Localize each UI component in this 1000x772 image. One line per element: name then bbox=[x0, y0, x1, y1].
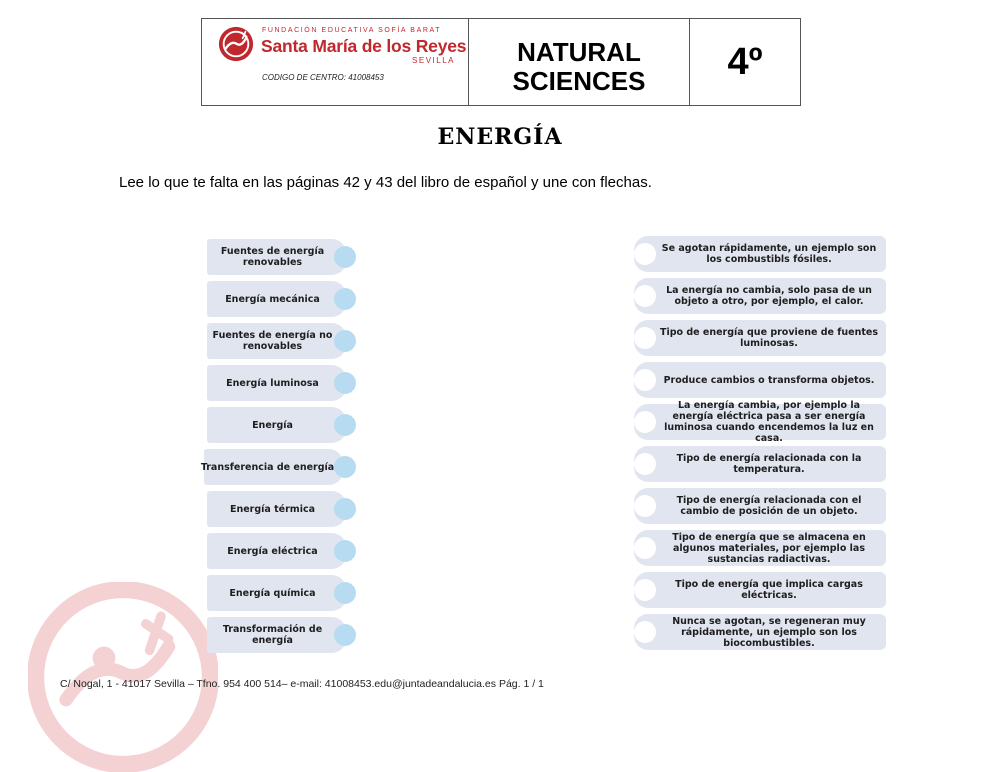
grade-label: 4º bbox=[727, 40, 763, 83]
connector-dot[interactable] bbox=[334, 540, 356, 562]
left-item[interactable]: Energía mecánica bbox=[207, 281, 346, 317]
foundation-text: FUNDACIÓN EDUCATIVA SOFÍA BARAT bbox=[262, 27, 442, 34]
page-footer: C/ Nogal, 1 - 41017 Sevilla – Tfno. 954 400 514– e-mail: 41008453.edu@juntadeandalucia.es Pág. 1 / 1 bbox=[60, 678, 544, 690]
subject-cell bbox=[469, 19, 690, 105]
connector-dot[interactable] bbox=[634, 453, 656, 475]
connector-dot[interactable] bbox=[634, 537, 656, 559]
left-item[interactable]: Transformación de energía bbox=[207, 617, 346, 653]
connector-dot[interactable] bbox=[334, 246, 356, 268]
right-item[interactable]: Se agotan rápidamente, un ejemplo son los combustibls fósiles. bbox=[634, 236, 886, 272]
left-item[interactable]: Transferencia de energía bbox=[204, 449, 343, 485]
right-item[interactable]: Nunca se agotan, se regeneran muy rápidamente, un ejemplo son los biocombustibles. bbox=[634, 614, 886, 650]
subject-line-2: SCIENCES bbox=[512, 66, 646, 96]
connector-dot[interactable] bbox=[334, 288, 356, 310]
connector-dot[interactable] bbox=[334, 372, 356, 394]
school-logo-cell bbox=[202, 19, 469, 105]
left-item[interactable]: Fuentes de energía renovables bbox=[207, 239, 346, 275]
connector-dot[interactable] bbox=[334, 498, 356, 520]
page-title: ENERGÍA bbox=[437, 124, 563, 150]
instruction-text: Lee lo que te falta en las páginas 42 y 43 del libro de español y une con flechas. bbox=[119, 174, 652, 191]
right-item[interactable]: Tipo de energía que implica cargas eléctricas. bbox=[634, 572, 886, 608]
right-item[interactable]: La energía no cambia, solo pasa de un objeto a otro, por ejemplo, el calor. bbox=[634, 278, 886, 314]
header-table bbox=[201, 18, 801, 106]
grade-cell bbox=[690, 19, 800, 105]
center-code: CODIGO DE CENTRO: 41008453 bbox=[262, 73, 384, 82]
connector-dot[interactable] bbox=[334, 456, 356, 478]
connector-dot[interactable] bbox=[334, 582, 356, 604]
connector-dot[interactable] bbox=[634, 327, 656, 349]
right-item[interactable]: La energía cambia, por ejemplo la energía eléctrica pasa a ser energía luminosa cuando encendemos la luz en casa. bbox=[634, 404, 886, 440]
right-item[interactable]: Tipo de energía que se almacena en algunos materiales, por ejemplo las sustancias radiactivas. bbox=[634, 530, 886, 566]
left-item[interactable]: Fuentes de energía no renovables bbox=[207, 323, 346, 359]
connector-dot[interactable] bbox=[634, 285, 656, 307]
right-item[interactable]: Produce cambios o transforma objetos. bbox=[634, 362, 886, 398]
connector-dot[interactable] bbox=[634, 369, 656, 391]
left-item[interactable]: Energía térmica bbox=[207, 491, 346, 527]
right-item[interactable]: Tipo de energía relacionada con la temperatura. bbox=[634, 446, 886, 482]
school-name: Santa María de los Reyes bbox=[261, 36, 467, 56]
connector-dot[interactable] bbox=[334, 330, 356, 352]
right-item[interactable]: Tipo de energía que proviene de fuentes luminosas. bbox=[634, 320, 886, 356]
connector-dot[interactable] bbox=[634, 621, 656, 643]
left-item[interactable]: Energía eléctrica bbox=[207, 533, 346, 569]
connector-dot[interactable] bbox=[634, 579, 656, 601]
subject-line-1: NATURAL bbox=[517, 37, 641, 67]
connector-dot[interactable] bbox=[634, 243, 656, 265]
school-emblem-icon bbox=[217, 25, 255, 63]
right-item[interactable]: Tipo de energía relacionada con el cambio de posición de un objeto. bbox=[634, 488, 886, 524]
watermark-logo bbox=[28, 582, 218, 772]
connector-dot[interactable] bbox=[334, 624, 356, 646]
left-item[interactable]: Energía luminosa bbox=[207, 365, 346, 401]
connector-dot[interactable] bbox=[634, 495, 656, 517]
school-city: SEVILLA bbox=[412, 56, 455, 65]
left-item[interactable]: Energía bbox=[207, 407, 346, 443]
left-item[interactable]: Energía química bbox=[207, 575, 346, 611]
connector-dot[interactable] bbox=[334, 414, 356, 436]
connector-dot[interactable] bbox=[634, 411, 656, 433]
